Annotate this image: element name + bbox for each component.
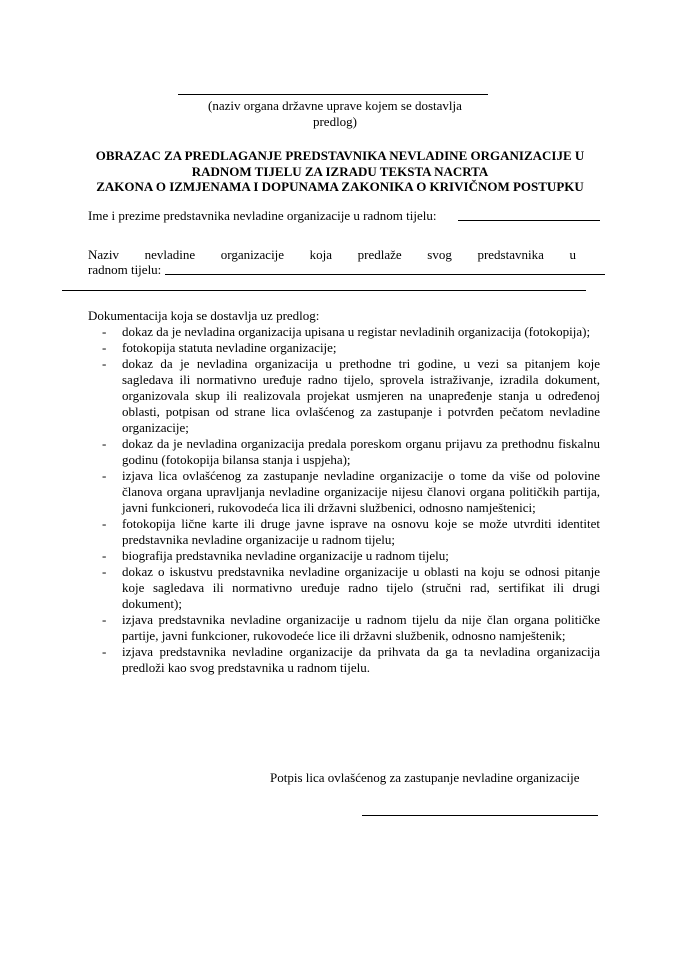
- signature-label: Potpis lica ovlašćenog za zastupanje nevladine organizacije: [270, 770, 580, 785]
- bullet-dash: -: [102, 356, 107, 371]
- bullet-dash: -: [102, 468, 107, 483]
- list-item: [88, 340, 600, 356]
- list-item: [88, 516, 600, 548]
- list-item: [88, 644, 600, 676]
- list-item-text: izjava predstavnika nevladine organizacije u radnom tijelu da nije član organa političke partije, javni funkcioner, rukovodeće lice ili državni službenik, odnosno namještenik;: [122, 612, 600, 643]
- list-item: [88, 324, 600, 340]
- list-item: [88, 356, 600, 436]
- list-item-text: izjava lica ovlašćenog za zastupanje nevladine organizacije o tome da više od polovine članova organa upravljanja nevladine organizacije nijesu članovi organa političkih partija, javni funkcioneri, rukovodeća lica ili državni službenici, odnosno namještenici;: [122, 468, 600, 515]
- signature-line[interactable]: [362, 815, 598, 816]
- bullet-dash: -: [102, 340, 107, 355]
- list-item: [88, 612, 600, 644]
- form-title: [60, 148, 620, 195]
- list-item-text: dokaz da je nevladina organizacija u prethodne tri godine, u vezi sa pitanjem koje sagledava ili normativno uređuje radno tijelo, sprovela istraživanje, izradila dokument, organizovala skup ili realizovala projekat usmjeren na unapređenje stanja u određenoj oblasti, potpisan od strane lica ovlašćenog za zastupanje i potvrđen pečatom nevladine organizacije;: [122, 356, 600, 435]
- organization-name-field[interactable]: [165, 274, 605, 275]
- bullet-dash: -: [102, 548, 107, 563]
- organization-name-label-line1: Naziv nevladine organizacije koja predlaže svog predstavnika u: [88, 247, 576, 262]
- documentation-heading: Dokumentacija koja se dostavlja uz predlog:: [88, 308, 320, 323]
- organ-caption: (naziv organa državne uprave kojem se dostavlja predlog): [208, 98, 462, 129]
- bullet-dash: -: [102, 516, 107, 531]
- representative-name-label: Ime i prezime predstavnika nevladine organizacije u radnom tijelu:: [88, 208, 437, 223]
- list-item-text: dokaz o iskustvu predstavnika nevladine organizacije u oblasti na koju se odnosi pitanje koje sagledava ili normativno uređuje radno tijelo (stručni rad, sertifikat ili drugi dokument);: [122, 564, 600, 611]
- list-item: [88, 564, 600, 612]
- bullet-dash: -: [102, 564, 107, 579]
- organization-name-field-continued[interactable]: [62, 290, 586, 291]
- list-item-text: fotokopija lične karte ili druge javne isprave na osnovu koje se može utvrditi identitet predstavnika nevladine organizacije u radnom tijelu;: [122, 516, 600, 547]
- list-item-text: dokaz da je nevladina organizacija predala poreskom organu prijavu za prethodnu fiskalnu godinu (fotokopija bilansa stanja i uspjeha);: [122, 436, 600, 467]
- representative-name-field[interactable]: [458, 220, 600, 221]
- form-title-line-2: RADNOM TIJELU ZA IZRADU TEKSTA NACRTA: [191, 163, 489, 179]
- list-item: [88, 548, 600, 564]
- list-item-text: dokaz da je nevladina organizacija upisana u registar nevladinih organizacija (fotokopija);: [122, 324, 591, 339]
- organization-name-label-line2: radnom tijelu:: [88, 262, 162, 277]
- documentation-list: [88, 324, 600, 676]
- bullet-dash: -: [102, 644, 107, 659]
- list-item: [88, 468, 600, 516]
- bullet-dash: -: [102, 436, 107, 451]
- list-item-text: biografija predstavnika nevladine organizacije u radnom tijelu;: [122, 548, 449, 563]
- list-item-text: izjava predstavnika nevladine organizacije da prihvata da ga ta nevladina organizacija predloži kao svog predstavnika u radnom tijelu.: [122, 644, 600, 675]
- bullet-dash: -: [102, 612, 107, 627]
- list-item-text: fotokopija statuta nevladine organizacije;: [122, 340, 337, 355]
- form-title-line-3: ZAKONA O IZMJENAMA I DOPUNAMA ZAKONIKA O KRIVIČNOM POSTUPKU: [96, 179, 584, 194]
- organ-name-line[interactable]: [178, 94, 488, 95]
- bullet-dash: -: [102, 324, 107, 339]
- list-item: [88, 436, 600, 468]
- documentation-section: [88, 308, 600, 676]
- form-title-line-1: OBRAZAC ZA PREDLAGANJE PREDSTAVNIKA NEVLADINE ORGANIZACIJE U: [95, 148, 585, 163]
